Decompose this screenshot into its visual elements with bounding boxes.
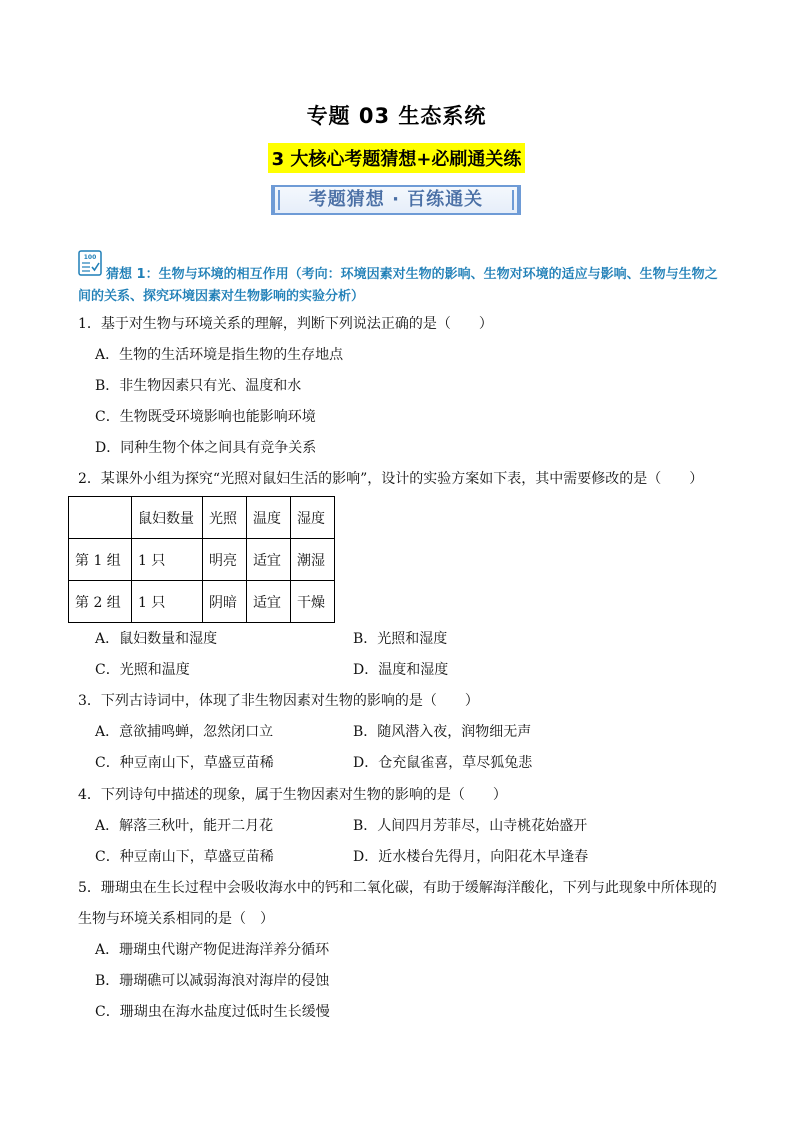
q1-option-d: D．同种生物个体之间具有竞争关系 [95,440,317,456]
q5-option-a: A．珊瑚虫代谢产物促进海洋养分循环 [95,942,330,958]
checklist-icon-label: 100 [83,254,97,261]
q3-option-b: B．随风潜入夜，润物细无声 [353,724,532,740]
table-cell: 1 只 [132,539,203,581]
q5-option-b: B．珊瑚礁可以减弱海浪对海岸的侵蚀 [95,973,330,989]
q1-option-b: B．非生物因素只有光、温度和水 [95,378,302,394]
table-row [69,581,335,623]
q5-stem-line2: 生物与环境关系相同的是（ ） [78,911,274,927]
page-title: 专题 03 生态系统 [306,104,487,128]
q4-option-c: C．种豆南山下，草盛豆苗稀 [95,849,274,865]
table-header-cell: 光照 [203,497,247,539]
q2-option-c: C．光照和温度 [95,662,190,678]
table-cell: 适宜 [247,539,291,581]
q4-option-b: B．人间四月芳菲尽，山寺桃花始盛开 [353,818,588,834]
table-header-row [69,497,335,539]
q2-stem: 2．某课外小组为探究“光照对鼠妇生活的影响”，设计的实验方案如下表，其中需要修改的是（ ） [78,471,704,487]
table-cell: 潮湿 [291,539,335,581]
table-cell: 适宜 [247,581,291,623]
experiment-table [68,496,335,623]
q3-option-c: C．种豆南山下，草盛豆苗稀 [95,755,274,771]
q5-stem-line1: 5．珊瑚虫在生长过程中会吸收海水中的钙和二氧化碳，有助于缓解海洋酸化，下列与此现象中所体现的 [78,880,717,896]
q2-option-a: A．鼠妇数量和湿度 [95,631,218,647]
q1-option-c: C．生物既受环境影响也能影响环境 [95,409,316,425]
table-cell: 第 2 组 [69,581,132,623]
table-cell: 明亮 [203,539,247,581]
section-banner: 考题猜想 · 百练通关 [271,185,521,215]
q4-option-a: A．解落三秋叶，能开二月花 [95,818,274,834]
q4-stem: 4．下列诗句中描述的现象，属于生物因素对生物的影响的是（ ） [78,787,507,803]
table-row [69,539,335,581]
q3-stem: 3．下列古诗词中，体现了非生物因素对生物的影响的是（ ） [78,693,479,709]
table-cell: 干燥 [291,581,335,623]
q3-option-a: A．意欲捕鸣蝉，忽然闭口立 [95,724,274,740]
q3-option-d: D．仓充鼠雀喜，草尽狐兔悲 [353,755,533,771]
q5-option-c: C．珊瑚虫在海水盐度过低时生长缓慢 [95,1004,330,1020]
table-header-cell: 湿度 [291,497,335,539]
q2-option-d: D．温度和湿度 [353,662,449,678]
page-subtitle: 3 大核心考题猜想+必刷通关练 [268,143,526,173]
table-header-cell: 鼠妇数量 [132,497,203,539]
table-cell: 阴暗 [203,581,247,623]
guess-heading: 猜想 1：生物与环境的相互作用（考向：环境因素对生物的影响、生物对环境的适应与影响、生物与生物之间的关系、探究环境因素对生物影响的实验分析） [78,267,718,304]
table-cell: 第 1 组 [69,539,132,581]
table-cell: 1 只 [132,581,203,623]
table-header-cell: 温度 [247,497,291,539]
q1-option-a: A．生物的生活环境是指生物的生存地点 [95,347,344,363]
table-header-cell [69,497,132,539]
q4-option-d: D．近水楼台先得月，向阳花木早逢春 [353,849,589,865]
subtitle-wrap [0,143,793,173]
q2-option-b: B．光照和湿度 [353,631,448,647]
q1-stem: 1．基于对生物与环境关系的理解，判断下列说法正确的是（ ） [78,316,493,332]
